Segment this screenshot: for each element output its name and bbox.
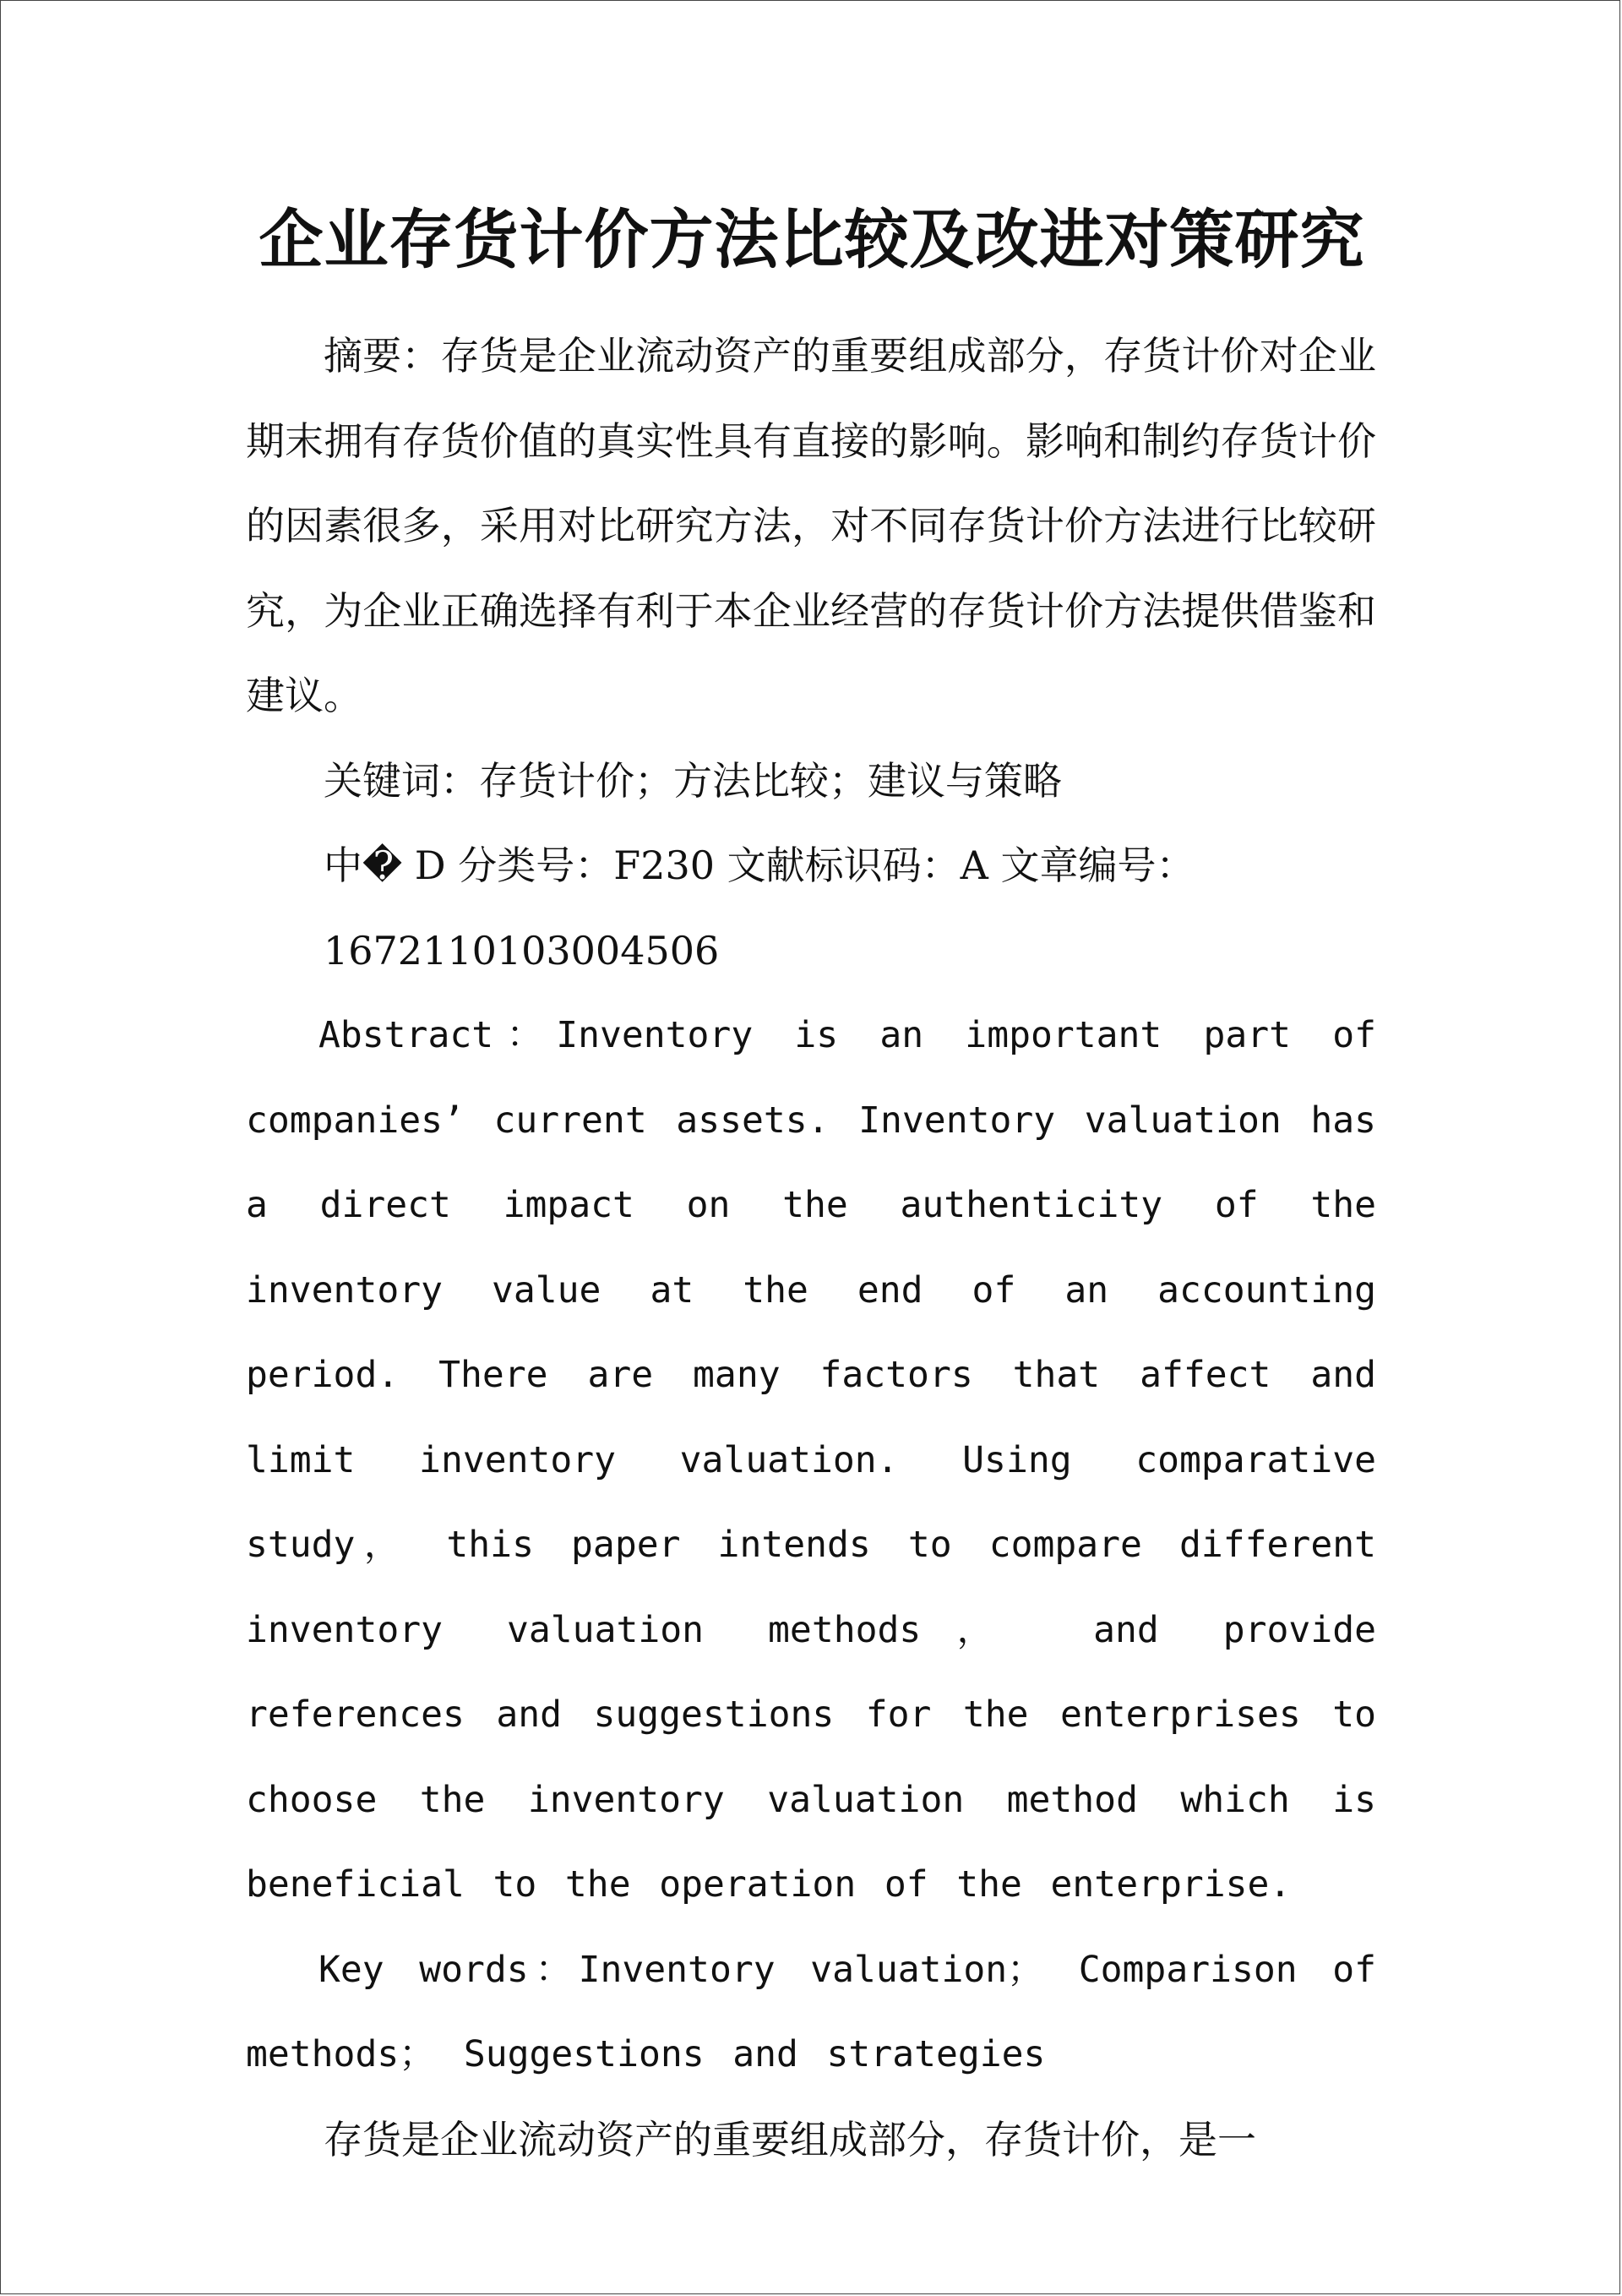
- keywords-cn-label: 关键词：: [324, 757, 479, 804]
- abstract-cn-text: 存货是企业流动资产的重要组成部分，存货计价对企业期末拥有存货价值的真实性具有直接的影响。影响和制约存货计价的因素很多，采用对比研究方法，对不同存货计价方法进行比较研究，为企业正确选择有利于本企业经营的存货计价方法提供借鉴和建议。: [246, 333, 1377, 718]
- keywords-en-label: Key words：: [318, 1948, 579, 1991]
- abstract-en-label: Abstract：: [318, 1014, 557, 1056]
- article-number: 1672110103004506: [324, 927, 720, 973]
- keywords-cn-text: 存货计价；方法比较；建议与策略: [479, 757, 1062, 804]
- keywords-en: [246, 1928, 1376, 2097]
- abstract-cn: [246, 314, 1376, 739]
- document-body: [246, 314, 1376, 2182]
- keywords-en-text: Inventory valuation； Comparison of methods； Suggestions and strategies: [246, 1948, 1377, 2075]
- abstract-en: [246, 993, 1376, 1928]
- body-paragraph-start: 存货是企业流动资产的重要组成部分，存货计价，是一: [324, 2116, 1256, 2162]
- abstract-cn-label: 摘要：: [324, 333, 441, 379]
- document-title: 企业存货计价方法比较及改进对策研究: [259, 202, 1365, 277]
- keywords-cn: [246, 739, 1376, 824]
- abstract-en-text: Inventory is an important part of companies’ current assets. Inventory valuation has a direct impact on the authenticity of the inventory value at the end of an accounting period. There are many factors that affect and limit inventory valuation. Using comparative study， this paper intends to compare different inventory valuation methods， and provide references and suggestions for the enterprises to choose the inventory valuation method which is beneficial to the operation of the enterprise.: [246, 1014, 1376, 1906]
- classification-line: 中� D 分类号：F230 文献标识码：A 文章编号：: [324, 843, 1195, 888]
